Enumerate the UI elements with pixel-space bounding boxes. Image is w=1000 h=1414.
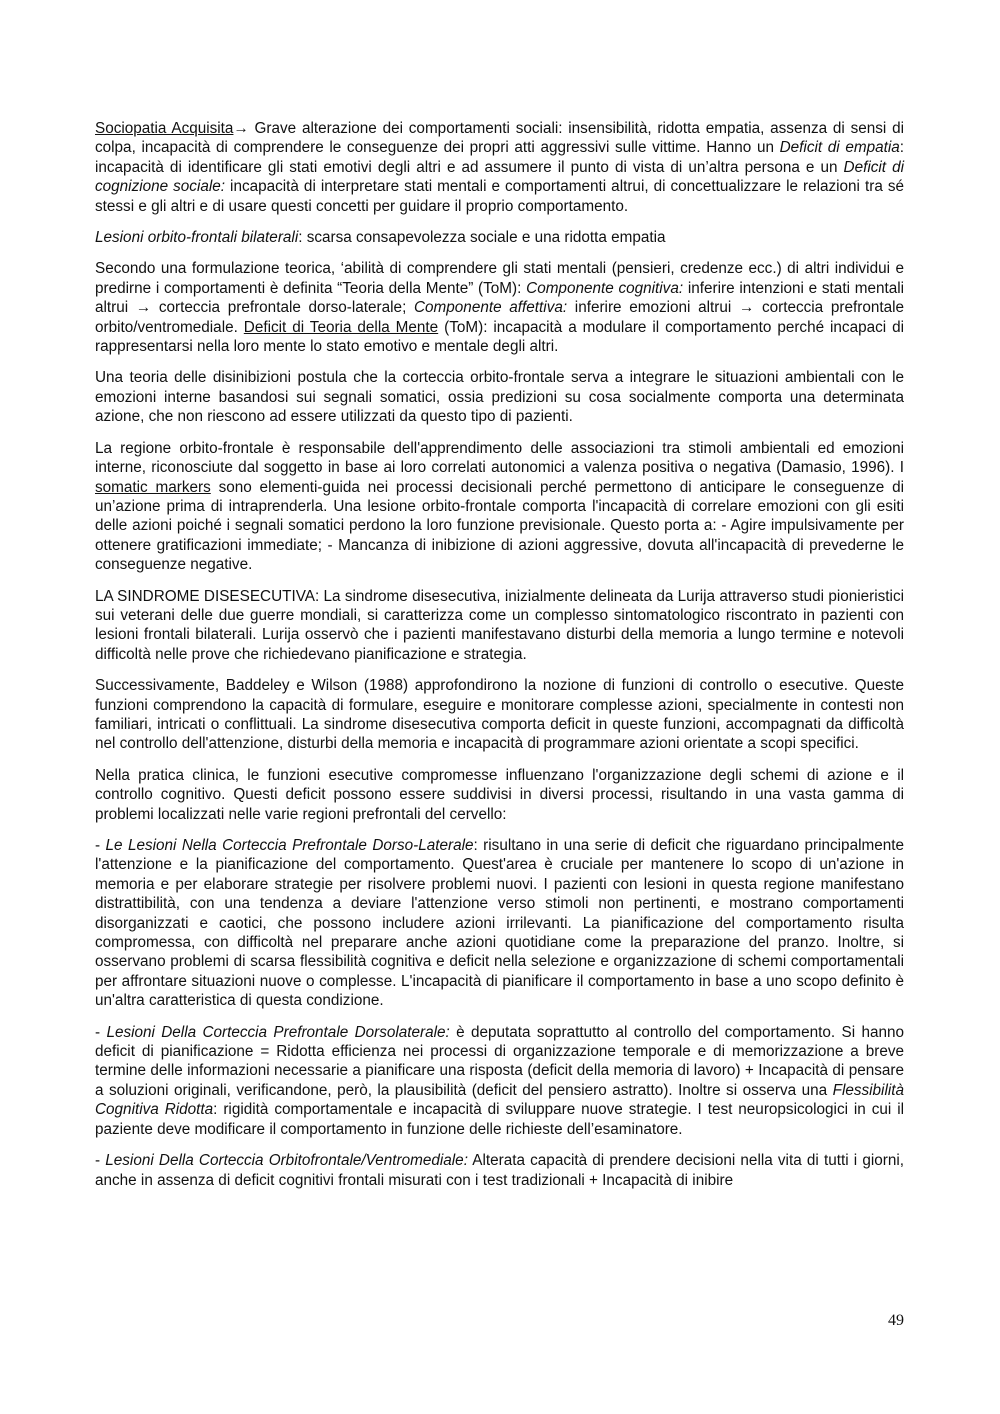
text: corteccia prefrontale dorso-laterale; [151,299,414,317]
text: : incapacità di identificare gli stati emotivi degli altri e ad assumere il punto di vista di un’altra persona e un [95,139,905,176]
page-number: 49 [888,1312,904,1329]
term-lesioni-orbito-frontali: Lesioni orbito-frontali bilaterali [95,229,299,247]
arrow-icon: → [738,299,755,317]
paragraph-sociopatia [95,119,904,216]
paragraph-disinibizioni: Una teoria delle disinibizioni postula che la corteccia orbito-frontale serva a integrare le situazioni ambientali con le emozioni interne basandosi sui segnali somatici, ossia predizioni su cosa socialmente comporta una determinata azione, che non riescono ad essere utilizzati da questo tipo di pazienti. [95,369,904,426]
text: corteccia prefrontale orbito/ventromediale. [95,299,904,336]
term-somatic-markers: somatic markers [95,478,211,496]
term-deficit-empatia: Deficit di empatia [779,139,900,157]
term-sociopatia-acquisita: Sociopatia Acquisita [95,120,234,137]
term-componente-affettiva: Componente affettiva: [414,299,568,317]
term-deficit-teoria-mente: Deficit di Teoria della Mente [243,318,439,336]
text: La regione orbito-frontale è responsabile dell'apprendimento delle associazioni tra stimoli ambientali ed emozioni interne, riconosciute dal soggetto in base ai loro correlati autonomici a valenza positiva o negativa (Damasio, 1996). I [95,439,904,477]
term-componente-cognitiva: Componente cognitiva: [526,279,684,297]
text: inferire emozioni altrui [567,299,739,317]
arrow-icon: → [135,299,152,317]
term-lesioni-dorsolaterale: Lesioni Della Corteccia Prefrontale Dorsolaterale: [106,1023,450,1041]
paragraph-lesioni-dorsolaterale [95,1023,904,1139]
text: è deputata soprattutto al controllo del comportamento. Si hanno deficit di pianificazione = Ridotta efficienza nei processi di organizzazione temporale e di memorizzazione a breve termine delle informazioni necessarie a pianificare una risposta (deficit della memoria di lavoro) + Incapacità di pensare a soluzioni originali, verificandone, però, la plausibilità (deficit del pensiero astratto). Inoltre si osserva una [95,1023,904,1099]
paragraph-regione-orbito-frontale [95,439,904,575]
text: - [95,837,106,854]
document-body [95,119,904,1202]
text: (ToM): incapacità a modulare il comportamento perché incapaci di rappresentarsi nella loro mente lo stato emotivo e mentale degli altri. [95,318,904,356]
text: Alterata capacità di prendere decisioni nella vita di tutti i giorni, anche in assenza di deficit cognitivi frontali misurati con i test tradizionali + Incapacità di inibire [95,1152,904,1189]
text: sono elementi-guida nei processi decisionali perché permettono di anticipare le conseguenze di un’azione prima di intraprenderla. Una lesione orbito-frontale comporta l'incapacità di correlare emozioni con gli esiti delle azioni poiché i segnali somatici perdono la loro funzione previsionale. Questo porta a: - Agire impulsivamente per ottenere gratificazioni immediate; - Mancanza di inibizione di azioni aggressive, dovuta all'incapacità di prevederne le conseguenze negative. [95,478,905,574]
paragraph-lesioni-orbitofrontale [95,1151,904,1190]
term-deficit-cognizione-sociale: Deficit di cognizione sociale: [95,158,905,196]
term-lesioni-orbitofrontale: Lesioni Della Corteccia Orbitofrontale/Ventromediale: [105,1152,468,1170]
paragraph-lesioni-orbito-frontali [95,228,904,247]
text: inferire intenzioni e stati mentali altrui [95,279,905,317]
arrow-icon: → [233,120,249,137]
text: incapacità di interpretare stati mentali e comportamenti altrui, di concettualizzare le relazioni tra sé stessi e gli altri e di usare questi concetti per guidare il proprio comportamento. [95,178,904,215]
term-lesioni-dorso-laterale: Le Lesioni Nella Corteccia Prefrontale Dorso-Laterale [105,837,474,854]
text: - [95,1023,107,1041]
text: : rigidità comportamentale e incapacità di sviluppare nuove strategie. I test neuropsicologici in cui il paziente deve modificare il comportamento in funzione delle richieste dell’esaminatore. [95,1101,905,1138]
paragraph-sindrome-disesecutiva: LA SINDROME DISESECUTIVA: La sindrome disesecutiva, inizialmente delineata da Lurija attraverso studi pionieristici sui veterani delle due guerre mondiali, si caratterizza come un complesso sintomatologico riscontrato in pazienti con lesioni frontali bilaterali. Lurija osservò che i pazienti manifestavano disturbi della memoria a lungo termine e notevoli difficoltà nelle prove che richiedevano pianificazione e strategia. [95,587,904,663]
text: : scarsa consapevolezza sociale e una ridotta empatia [298,229,666,247]
paragraph-baddeley-wilson: Successivamente, Baddeley e Wilson (1988) approfondirono la nozione di funzioni di controllo o esecutive. Queste funzioni comprendono la capacità di formulare, eseguire e monitorare complesse azioni, specialmente in contesti non familiari, intricati o conflittuali. La sindrome disesecutiva comporta deficit in queste funzioni, accompagnati da difficoltà nel controllo dell'attenzione, disturbi della memoria e incapacità di programmare azioni orientate a scopi specifici. [95,677,904,753]
paragraph-pratica-clinica: Nella pratica clinica, le funzioni esecutive compromesse influenzano l'organizzazione degli schemi di azione e il controllo cognitivo. Questi deficit possono essere suddivisi in diversi processi, risultando in una vasta gamma di problemi localizzati nelle varie regioni prefrontali del cervello: [95,766,904,823]
paragraph-lesioni-dorso-laterale [95,836,904,1011]
text: : risultano in una serie di deficit che riguardano principalmente l'attenzione e la pianificazione del comportamento. Quest'area è cruciale per mantenere lo scopo di un'azione in memoria e per elaborare strategie per risolvere problemi nuovi. I pazienti con lesioni in questa regione manifestano distrattibilità, con una tendenza a deviare l'attenzione verso stimoli non pertinenti, e mostrano comportamenti disorganizzati e caotici, che possono includere azioni irrilevanti. La pianificazione del comportamento risulta compromessa, con difficoltà nel preparare anche azioni quotidiane come la preparazione del pranzo. Inoltre, si osservano problemi di scarsa flessibilità cognitiva e deficit nella selezione e organizzazione di schemi comportamentali per affrontare situazioni nuove o complesse. L'incapacità di pianificare il comportamento in base a uno scopo definito è un'altra caratteristica di questa condizione. [95,837,904,1010]
text: - [95,1152,106,1170]
term-flessibilita-cognitiva: Flessibilità Cognitiva Ridotta [95,1081,904,1119]
text: Secondo una formulazione teorica, ‘abilità di comprendere gli stati mentali (pensieri, credenze ecc.) di altri individui e predirne i comportamenti è definita “Teoria della Mente” (ToM): [95,260,904,297]
text: Grave alterazione dei comportamenti sociali: insensibilità, ridotta empatia, assenza di sensi di colpa, incapacità di comprendere le conseguenze dei propri atti aggressivi sulle vittime. Hanno un [95,120,904,157]
paragraph-teoria-della-mente [95,259,904,356]
